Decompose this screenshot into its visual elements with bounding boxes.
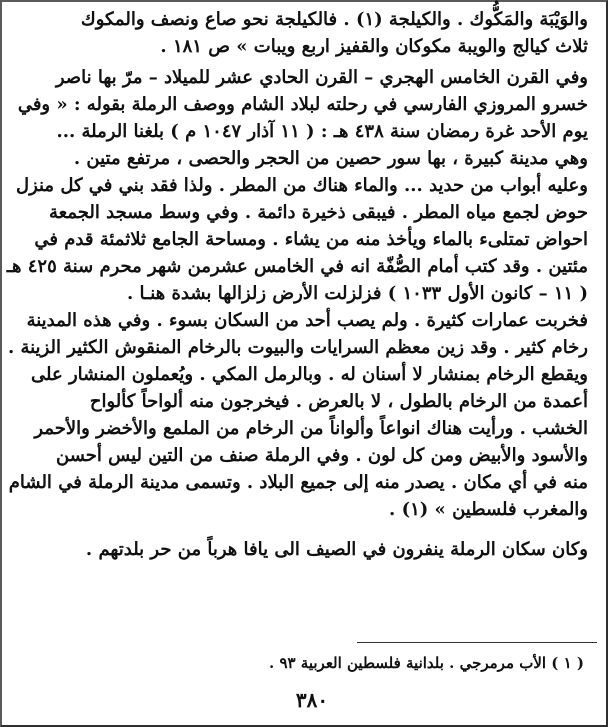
text-line: الخشب . ورأيت هناك انواعاً وألواناً من الرخام من الملمع والأخضر والأحمر [34, 418, 588, 439]
paragraph-3 [20, 536, 588, 563]
paragraph-2 [6, 64, 588, 523]
footnote: ( ١ ) الأب مرمرجي . بلدانية فلسطين العربية ٩٣ . [269, 654, 584, 672]
text-line: حوض لجمع مياه المطر . فيبقى ذخيرة دائمة . وفي وسط مسجد الجمعة [49, 202, 588, 223]
text-line: احواض تمتلىء بالماء ويأخذ منه من يشاء . ومساحة الجامع ثلاثمئة قدم في [34, 229, 588, 250]
text-line: رخام كثير . وقد زين معظم السرايات والبيوت بالرخام المنقوش الكثير الزينة . [7, 337, 588, 358]
text-line: ثلاث كيالج والويبة مكوكان والقفيز اربع ويبات » ص ١٨١ . [160, 36, 588, 57]
text-line: وفي القرن الخامس الهجري – القرن الحادي عشر للميلاد – مرّ بها ناصر [55, 67, 588, 88]
text-line: وكان سكان الرملة ينفرون في الصيف الى يافا هرباً من حر بلدتهم . [85, 539, 588, 560]
paragraph-1 [20, 6, 588, 60]
text-line: والوَيْبَة والمَكُّوك . والكيلجة (١) . فالكيلجة نحو صاع ونصف والمكوك [80, 9, 588, 30]
text-line: والأسود والأبيض ومن كل لون . وفي الرملة صنف من التين ليس أحسن [56, 445, 588, 466]
text-line: وهي مدينة كبيرة ، بها سور حصين من الحجر والحصى ، مرتفع متين . [73, 148, 588, 169]
text-line: منه في أي مكان . يصدر منه إلى جميع البلاد . وتسمى مدينة الرملة في الشام [8, 472, 588, 493]
text-line: يوم الأحد غرة رمضان سنة ٤٣٨ هـ : ( ١١ آذار ١٠٤٧ م ) بلغنا الرملة ... [56, 121, 588, 142]
text-line: أعمدة من الرخام بالطول ، لا بالعرض . فيخرجون منه ألواحاً كألواح [89, 391, 588, 412]
footnote-divider [357, 642, 597, 643]
text-line: وعليه أبواب من حديد ... والماء هناك من المطر . ولذا فقد بني في كل منزل [15, 175, 588, 196]
text-line: خسرو المروزي الفارسي في رحلته لبلاد الشام ووصف الرملة بقوله : « وفي [17, 94, 588, 115]
text-line: فخربت عمارات كثيرة . ولم يصب أحد من السكان بسوء . وفي هذه المدينة [26, 310, 588, 331]
text-line: ويقطع الرخام بمنشار لا أسنان له . وبالرمل المكي . ويُعملون المنشار على [31, 364, 588, 385]
page-number: ٣٨٠ [295, 688, 329, 712]
text-line: ( ١١ – كانون الأول ١٠٣٣ ) فزلزلت الأرض زلزالها بشدة هنـا . [127, 283, 588, 304]
text-line: مئتين . وقد كتب أمام الصُّفّة انه في الخامس عشرمن شهر محرم سنة ٤٢٥ هـ [6, 256, 588, 277]
text-line: والمغرب فلسطين » (١) . [389, 499, 588, 520]
